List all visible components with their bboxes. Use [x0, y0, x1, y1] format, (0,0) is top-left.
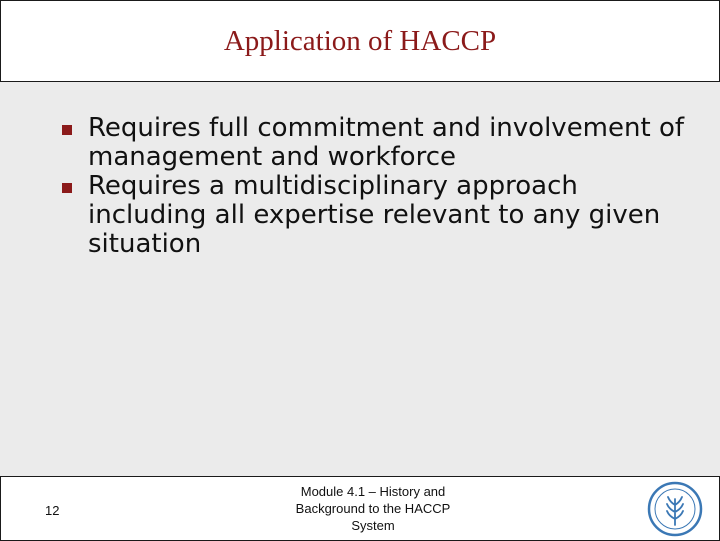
bullet-item [62, 114, 702, 172]
slide-footer [0, 476, 720, 541]
fao-logo-icon [647, 481, 703, 537]
bullet-text: Requires a multidisciplinary approach including all expertise relevant to any given situation [88, 171, 661, 259]
slide-title: Application of HACCP [223, 25, 497, 57]
slide-content [62, 114, 702, 259]
bullet-text: Requires full commitment and involvement of management and workforce [88, 113, 685, 172]
module-caption-line: Background to the HACCP [295, 501, 451, 516]
title-bar [0, 0, 720, 82]
page-number: 12 [45, 503, 60, 518]
module-caption-line: Module 4.1 – History and [300, 484, 446, 499]
square-bullet-icon [62, 183, 72, 193]
module-caption [273, 483, 473, 534]
square-bullet-icon [62, 125, 72, 135]
module-caption-line: System [351, 518, 395, 533]
bullet-item [62, 172, 702, 259]
